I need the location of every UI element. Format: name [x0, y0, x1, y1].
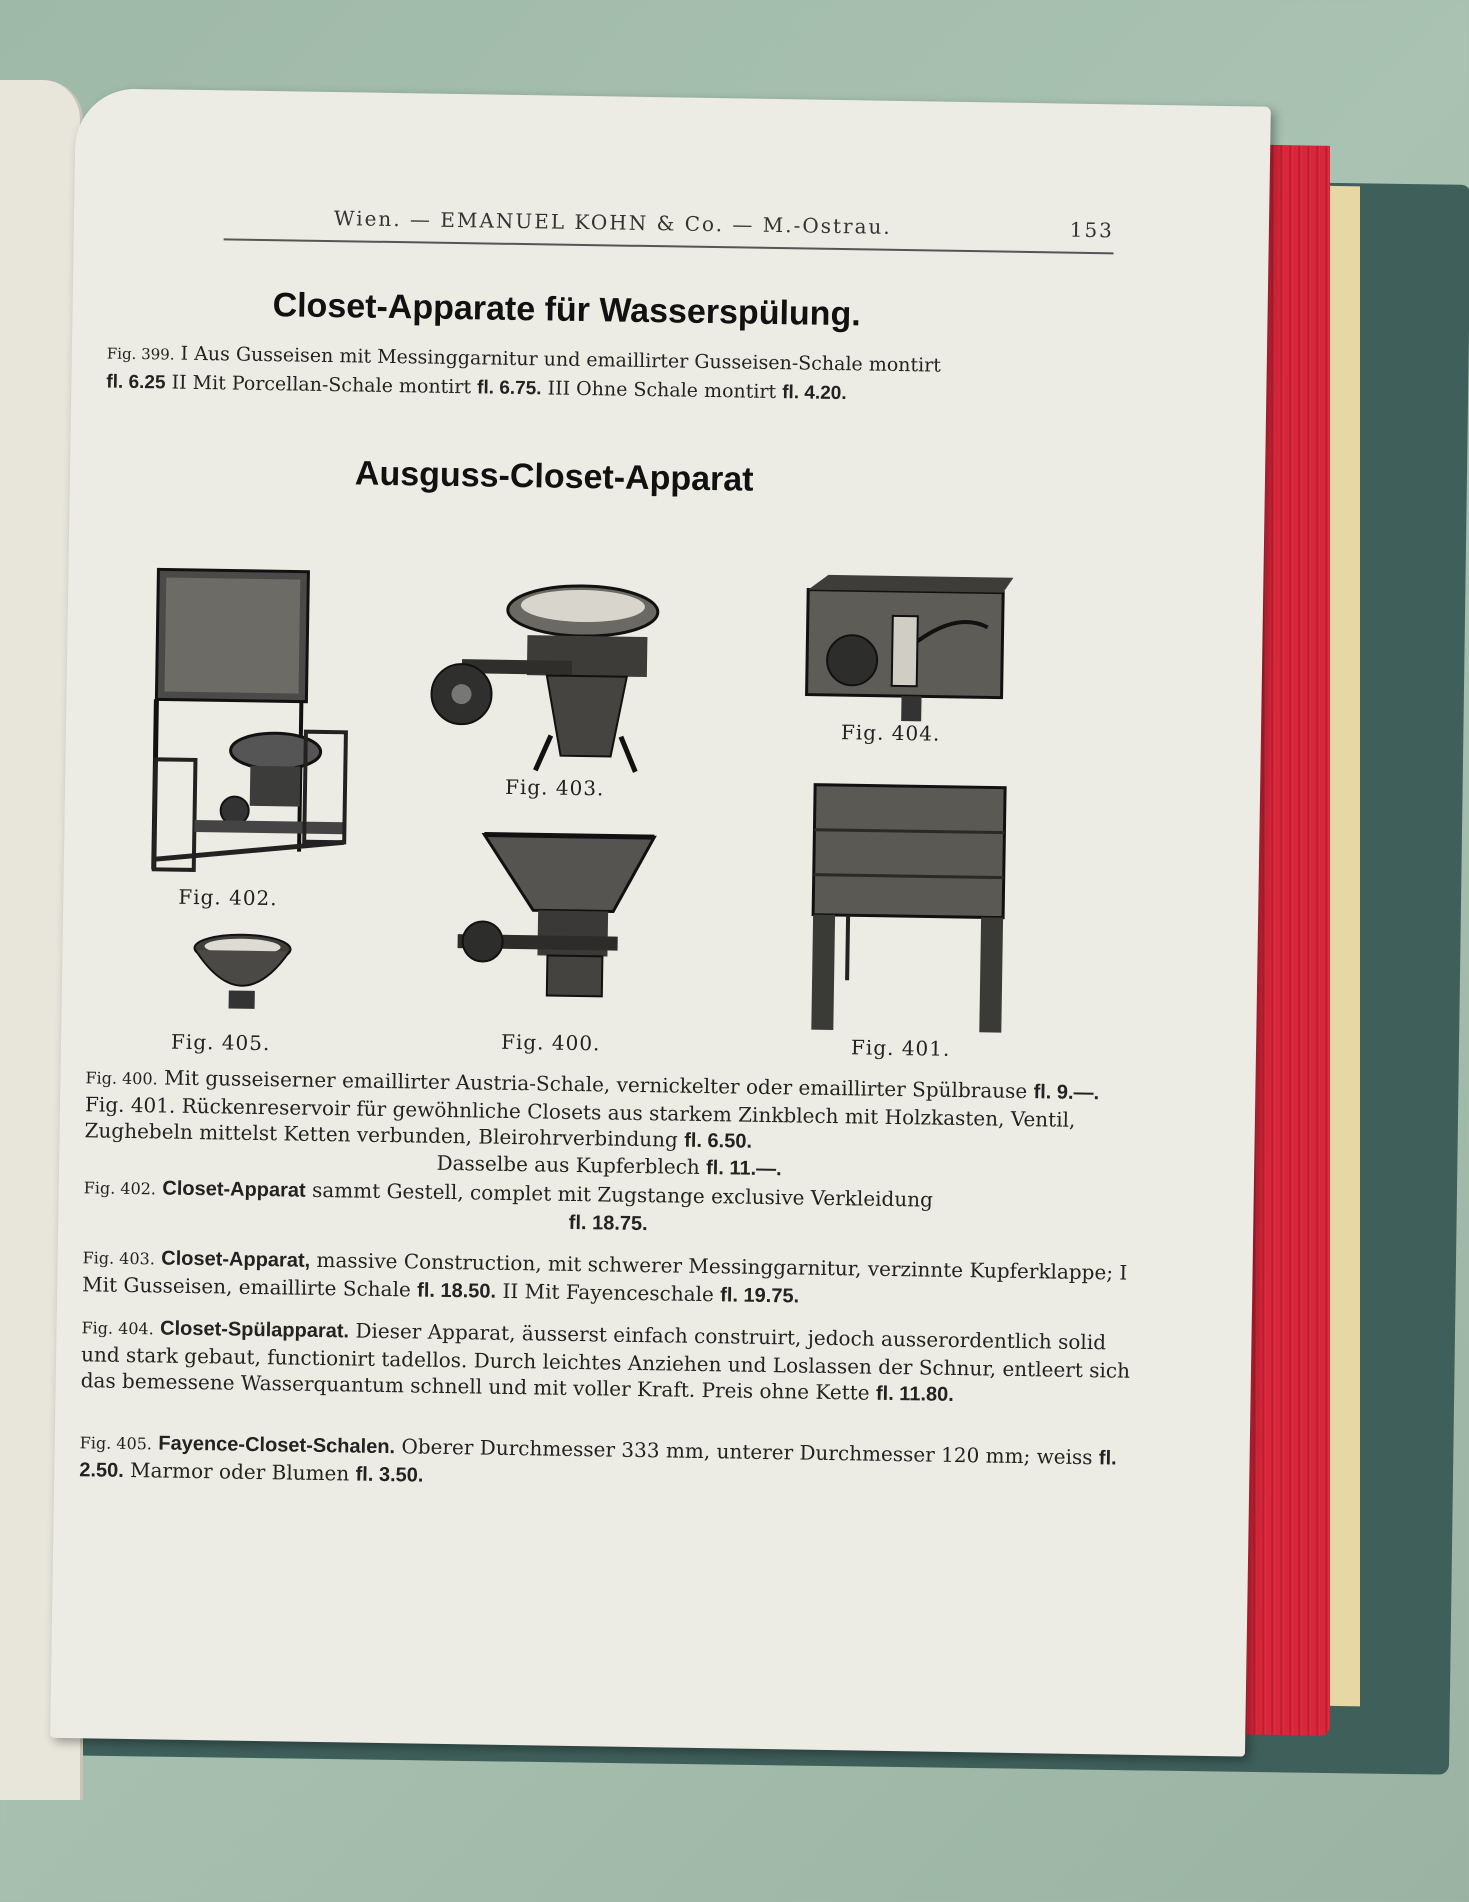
desc-fig-400 — [84, 1063, 1136, 1187]
intro-price3: fl. 4.20. — [782, 382, 847, 405]
desc-400-fig: Fig. 400. — [85, 1068, 158, 1089]
desc-400-text1: Mit gusseiserner emaillirter Austria-Schale, vernickelter oder emaillirter Spülbrause — [163, 1065, 1028, 1104]
page-title: Closet-Apparate für Wasserspülung. — [272, 286, 862, 334]
intro-line1: I Aus Gusseisen mit Messinggarnitur und emaillirter Gusseisen-Schale montirt — [180, 342, 942, 377]
desc-405-name: Fayence-Closet-Schalen. — [158, 1432, 396, 1459]
desc-402-price: fl. 18.75. — [568, 1211, 648, 1236]
fig-402-illustration — [133, 559, 378, 893]
intro-text2: II Mit Porcellan-Schale montirt — [171, 371, 472, 399]
desc-fig-405 — [79, 1428, 1130, 1499]
fig-404-caption: Fig. 404. — [840, 720, 941, 746]
fig-401-caption: Fig. 401. — [850, 1035, 951, 1061]
desc-404-text: Dieser Apparat, äusserst einfach construirt, jedoch ausserordentlich solid und stark gebaut, functionirt tadellos. Durch leichtes Anziehen und Loslassen der Schnur, entleert sich das bemessene Wasserquantum schnell und mit voller Kraft. Preis ohne Kette — [80, 1318, 1131, 1405]
desc-405-text2: Marmor oder Blumen — [129, 1458, 350, 1486]
section-subtitle: Ausguss-Closet-Apparat — [354, 454, 754, 499]
intro-fig-label: Fig. 399. — [106, 344, 175, 364]
desc-403-fig: Fig. 403. — [82, 1248, 156, 1269]
desc-400-fig2: Fig. 401. — [84, 1092, 176, 1118]
desc-403-text1: massive Construction, mit schwerer Messinggarnitur, verzinnte Kupferklappe; I Mit Gusseisen, emaillirte Schale — [82, 1247, 1128, 1302]
fig-405-illustration — [186, 930, 297, 1022]
desc-400-price1: fl. 9.—. — [1033, 1081, 1100, 1105]
desc-404-price: fl. 11.80. — [875, 1382, 954, 1406]
page-number: 153 — [1069, 217, 1115, 243]
desc-402-text: sammt Gestell, complet mit Zugstange exclusive Verkleidung — [311, 1177, 934, 1212]
fig-404-illustration — [796, 569, 1018, 732]
desc-400-text3: Dasselbe aus Kupferblech — [436, 1150, 700, 1179]
fig-405-caption: Fig. 405. — [170, 1029, 271, 1056]
intro-paragraph — [106, 339, 1107, 413]
running-title: Wien. — EMANUEL KOHN & Co. — M.-Ostrau. — [333, 206, 892, 239]
desc-402-line2 — [83, 1201, 1133, 1244]
desc-405-fig: Fig. 405. — [79, 1433, 153, 1454]
desc-fig-403 — [82, 1243, 1133, 1314]
desc-402-name: Closet-Apparat — [162, 1177, 306, 1202]
intro-price1: fl. 6.25 — [106, 371, 166, 394]
intro-price2: fl. 6.75. — [476, 377, 542, 400]
desc-405-price2: fl. 3.50. — [355, 1463, 424, 1487]
desc-400-text2: Rückenreservoir für gewöhnliche Closets aus starkem Zinkblech mit Holzkasten, Ventil, Zughebeln mittelst Ketten verbunden, Bleirohrverbindung — [84, 1093, 1076, 1152]
fig-403-illustration — [425, 564, 698, 788]
desc-400-price2: fl. 6.50. — [684, 1129, 753, 1153]
fig-403-caption: Fig. 403. — [504, 774, 605, 801]
desc-403-name: Closet-Apparat, — [161, 1247, 311, 1272]
cream-page-edge — [1330, 186, 1360, 1707]
desc-fig-404 — [80, 1313, 1131, 1410]
catalog-page — [50, 88, 1271, 1757]
desc-404-fig: Fig. 404. — [81, 1318, 154, 1339]
fig-401-illustration — [801, 780, 1015, 1043]
desc-403-price1: fl. 18.50. — [416, 1279, 497, 1303]
fig-402-caption: Fig. 402. — [178, 884, 278, 911]
intro-text3: III Ohne Schale montirt — [547, 377, 777, 404]
desc-400-price3: fl. 11.—. — [705, 1157, 782, 1181]
fig-400-illustration — [452, 814, 685, 1008]
fig-400-caption: Fig. 400. — [500, 1029, 601, 1056]
desc-402-fig: Fig. 402. — [83, 1178, 157, 1199]
desc-404-name: Closet-Spülapparat. — [159, 1317, 350, 1343]
desc-405-price1: fl. 2.50. — [79, 1447, 1117, 1482]
desc-403-text2: II Mit Fayenceschale — [502, 1278, 715, 1307]
running-head — [224, 198, 1115, 254]
desc-403-price2: fl. 19.75. — [720, 1284, 800, 1308]
desc-405-text1: Oberer Durchmesser 333 mm, unterer Durchmesser 120 mm; weiss — [401, 1434, 1093, 1470]
